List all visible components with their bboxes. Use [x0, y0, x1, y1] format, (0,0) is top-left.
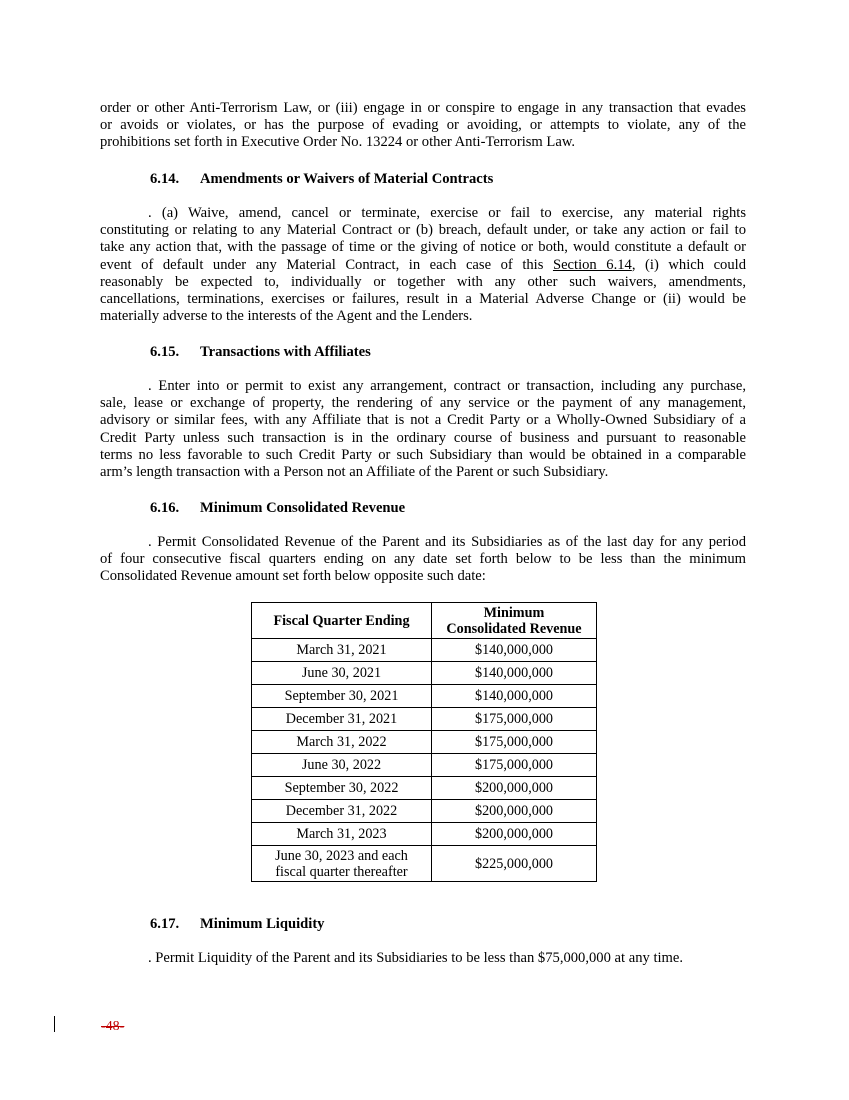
section-number: 6.17.: [150, 916, 180, 932]
text-line: . (a) Waive, amend, cancel or terminate, exercise or fail to exercise, any material rights: [148, 205, 746, 221]
table-row: [252, 639, 597, 662]
text-fragment: event of default under any Material Contract, in each case of this: [100, 256, 553, 273]
section-title: Amendments or Waivers of Material Contracts: [200, 171, 494, 187]
section-6-17-body: [100, 950, 746, 967]
text-line: . Enter into or permit to exist any arrangement, contract or transaction, including any purchase,: [148, 378, 746, 394]
section-heading-6-17: [150, 916, 324, 933]
text-line: take any action that, with the passage of time or the giving of notice or both, would constitute a default or: [100, 239, 746, 256]
amount-cell: $175,000,000: [432, 754, 597, 777]
column-header-fiscal-quarter: Fiscal Quarter Ending: [252, 603, 432, 639]
section-number: 6.14.: [150, 171, 180, 187]
text-line: materially adverse to the interests of the Agent and the Lenders.: [100, 308, 473, 325]
section-title: Minimum Liquidity: [200, 916, 325, 932]
text-line: arm’s length transaction with a Person not an Affiliate of the Parent or such Subsidiary.: [100, 464, 609, 481]
section-reference-link[interactable]: Section 6.14: [552, 256, 632, 273]
quarter-cell: March 31, 2022: [252, 731, 432, 754]
quarter-cell: September 30, 2021: [252, 685, 432, 708]
revision-bar: [54, 1016, 55, 1032]
minimum-revenue-table: [251, 602, 597, 882]
table-row: [252, 823, 597, 846]
header-line: Consolidated Revenue: [446, 620, 582, 637]
section-heading-6-15: [150, 344, 371, 361]
amount-cell: $200,000,000: [432, 823, 597, 846]
section-heading-6-14: [150, 171, 493, 188]
text-line: reasonably be expected to, individually or together with any other such waivers, amendments,: [100, 273, 746, 290]
section-number: 6.15.: [150, 344, 180, 360]
section-6-16-body: [100, 534, 746, 586]
cell-line: June 30, 2023 and each: [275, 847, 408, 864]
cell-line: fiscal quarter thereafter: [275, 863, 408, 880]
page-number: -48-: [101, 1019, 125, 1034]
text-line: sale, lease or exchange of property, the rendering of any service or the payment of any management,: [100, 395, 746, 412]
quarter-cell: December 31, 2022: [252, 800, 432, 823]
text-line: of four consecutive fiscal quarters ending on any date set forth below to be less than the minimum: [100, 551, 746, 568]
table-header-row: [252, 603, 597, 639]
section-number: 6.16.: [150, 500, 180, 516]
text-line: constituting or relating to any Material Contract or (b) breach, default under, or take any action or fail to: [100, 222, 746, 239]
text-line: Credit Party unless such transaction is in the ordinary course of business and pursuant to reasonable: [100, 429, 746, 446]
quarter-cell: June 30, 2022: [252, 754, 432, 777]
header-line: Minimum: [483, 604, 545, 621]
quarter-cell: March 31, 2023: [252, 823, 432, 846]
text-line: order or other Anti-Terrorism Law, or (iii) engage in or conspire to engage in any transaction that evades: [100, 100, 746, 116]
text-line: . Permit Liquidity of the Parent and its Subsidiaries to be less than $75,000,000 at any time.: [148, 950, 684, 966]
table-row: [252, 846, 597, 882]
amount-cell: $175,000,000: [432, 708, 597, 731]
text-fragment: , (i) which could: [631, 256, 746, 273]
quarter-cell: September 30, 2022: [252, 777, 432, 800]
table-row: [252, 800, 597, 823]
amount-cell: $225,000,000: [432, 846, 597, 882]
quarter-cell: March 31, 2021: [252, 639, 432, 662]
text-line: [100, 257, 746, 274]
table-row: [252, 662, 597, 685]
quarter-cell: June 30, 2021: [252, 662, 432, 685]
table-row: [252, 731, 597, 754]
section-6-14-body: [100, 205, 746, 325]
amount-cell: $200,000,000: [432, 777, 597, 800]
section-6-15-body: [100, 378, 746, 481]
text-line: advisory or similar fees, with any Affiliate that is not a Credit Party or a Wholly-Owned Subsidiary of a: [100, 412, 746, 429]
text-line: terms no less favorable to such Credit Party or such Subsidiary than would be obtained in a comparable: [100, 446, 746, 463]
quarter-cell: [252, 846, 432, 882]
text-line: cancellations, terminations, exercises or failures, result in a Material Adverse Change or (ii) would be: [100, 291, 746, 308]
quarter-cell: December 31, 2021: [252, 708, 432, 731]
table-row: [252, 708, 597, 731]
continuation-paragraph: [100, 100, 746, 152]
table-row: [252, 754, 597, 777]
text-line: Consolidated Revenue amount set forth below opposite such date:: [100, 568, 486, 585]
table-row: [252, 777, 597, 800]
table-row: [252, 685, 597, 708]
amount-cell: $200,000,000: [432, 800, 597, 823]
column-header-minimum-revenue: [432, 603, 597, 639]
section-title: Transactions with Affiliates: [200, 344, 371, 360]
amount-cell: $140,000,000: [432, 662, 597, 685]
text-line: . Permit Consolidated Revenue of the Parent and its Subsidiaries as of the last day for any period: [148, 534, 746, 550]
amount-cell: $140,000,000: [432, 685, 597, 708]
text-line: or avoids or violates, or has the purpose of evading or avoiding, or attempts to violate, any of the: [100, 117, 746, 134]
section-heading-6-16: [150, 500, 405, 517]
section-title: Minimum Consolidated Revenue: [200, 500, 406, 516]
amount-cell: $175,000,000: [432, 731, 597, 754]
text-line: prohibitions set forth in Executive Order No. 13224 or other Anti-Terrorism Law.: [100, 134, 576, 151]
amount-cell: $140,000,000: [432, 639, 597, 662]
